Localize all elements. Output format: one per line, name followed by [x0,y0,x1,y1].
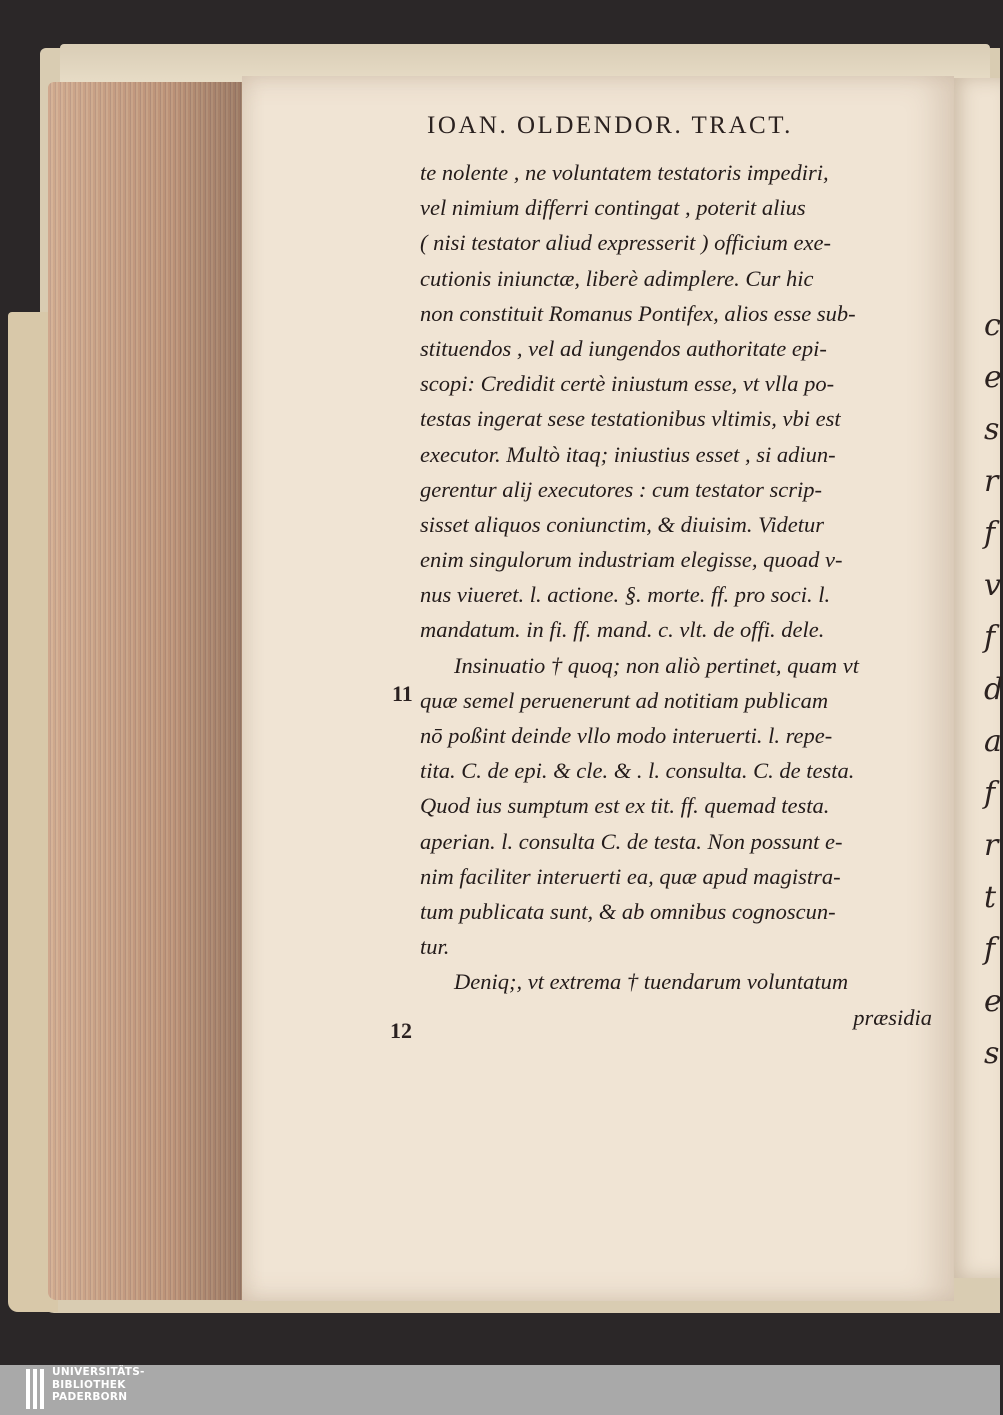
text-line: enim singulorum industriam elegisse, quoad v- [420,547,843,573]
text-line: tur. [420,934,450,960]
library-name [52,1366,145,1404]
text-line: quæ semel peruenerunt ad notitiam publicam [420,687,829,713]
facing-page-glyphs: c e s r f v f d a f r t f e s [984,308,1003,1071]
text-line: mandatum. in fi. ff. mand. c. vlt. de offi. dele. [420,617,825,643]
library-name-line: UNIVERSITÄTS- [52,1366,145,1378]
text-line: tum publicata sunt, & ab omnibus cognoscun- [420,898,836,924]
text-line: testas ingerat sese testationibus vltimis, vbi est [420,406,841,432]
text-line: stituendos , vel ad iungendos authoritate epi- [420,335,827,361]
library-name-line: PADERBORN [52,1391,128,1403]
text-line: ( nisi testator aliud expresserit ) officium exe- [420,230,831,256]
margin-number: 12 [390,1018,412,1043]
catchword: præsidia [853,1004,932,1030]
text-line: nus viueret. l. actione. §. morte. ff. pro soci. l. [420,582,831,608]
text-line: aperian. l. consulta C. de testa. Non possunt e- [420,828,843,854]
text-line: executor. Multò itaq; iniustius esset , si adiun- [420,441,836,467]
library-name-line: BIBLIOTHEK [52,1378,126,1391]
margin-number: 11 [392,681,413,706]
text-line: Insinuatio † quoq; non aliò pertinet, quam vt [454,652,859,678]
library-logo-icon [26,1367,46,1411]
text-line: Quod ius sumptum est ex tit. ff. quemad testa. [420,793,830,819]
footer-bar [0,1365,1000,1415]
text-line: nō poßint deinde vllo modo interuerti. l. repe- [420,723,833,748]
text-line: nim faciliter interuerti ea, quæ apud magistra- [420,863,841,889]
running-head: IOAN. OLDENDOR. TRACT. [427,112,793,139]
text-line: scopi: Credidit certè iniustum esse, vt vlla po- [420,371,835,397]
text-line: sisset aliquos coniunctim, & diuisim. Videtur [420,511,824,537]
text-line: tita. C. de epi. & cle. & . l. consulta. C. de testa. [420,758,855,784]
text-line: cutionis iniunctæ, liberè adimplere. Cur hic [420,265,814,291]
fore-edge-shading [48,82,248,1300]
text-line: Deniq;, vt extrema † tuendarum voluntatum [454,969,849,995]
text-line: te nolente , ne voluntatem testatoris impediri, [420,160,829,185]
text-line: gerentur alij executores : cum testator scrip- [420,476,822,502]
page-text [420,155,932,1035]
text-line: vel nimium differri contingat , poterit alius [420,195,806,221]
text-line: non constituit Romanus Pontifex, alios esse sub- [420,300,856,326]
